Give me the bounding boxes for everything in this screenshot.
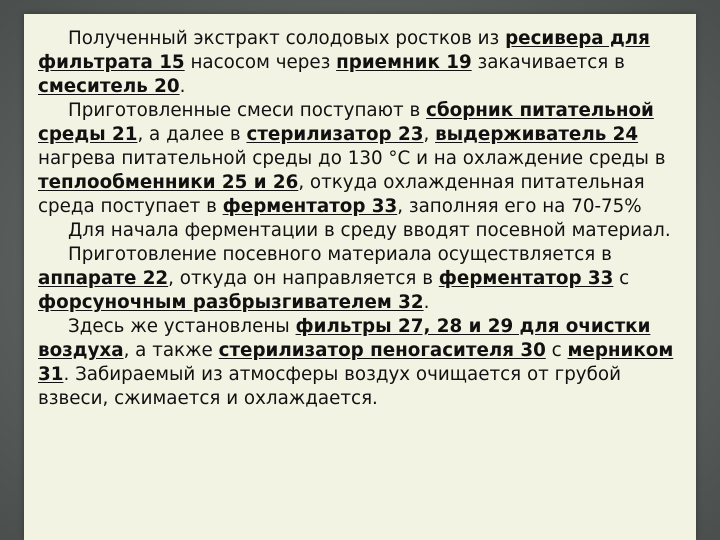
- highlighted-term: аппарате 22: [38, 268, 169, 289]
- text-segment: . Забираемый из атмосферы воздух очищается от грубой взвеси, сжимается и охлаждается.: [38, 364, 621, 409]
- paragraph-4: [38, 243, 682, 315]
- text-segment: .: [423, 292, 430, 313]
- highlighted-term: фильтры 27, 28 и 29 для очистки воздуха: [38, 316, 651, 361]
- highlighted-term: сборник питательной среды 21: [38, 100, 654, 145]
- highlighted-term: выдерживатель 24: [435, 124, 639, 145]
- text-segment: Для начала ферментации в среду вводят посевной материал.: [68, 220, 671, 241]
- text-segment: с: [613, 268, 630, 289]
- text-segment: ,: [423, 124, 436, 145]
- text-segment: Приготовление посевного материала осуществляется в: [68, 244, 612, 265]
- text-segment: , а также: [123, 340, 219, 361]
- text-segment: Приготовленные смеси поступают в: [68, 100, 427, 121]
- text-segment: , а далее в: [137, 124, 247, 145]
- text-segment: закачивается в: [471, 52, 625, 73]
- paragraph-5: [38, 315, 682, 411]
- text-segment: Полученный экстракт солодовых ростков из: [68, 28, 506, 49]
- text-segment: .: [179, 76, 186, 97]
- paragraph-1: [38, 27, 682, 99]
- highlighted-term: ферментатор 33: [438, 268, 614, 289]
- highlighted-term: ферментатор 33: [222, 196, 398, 217]
- highlighted-term: форсуночным разбрызгивателем 32: [38, 292, 424, 313]
- paragraph-2: [38, 99, 682, 219]
- highlighted-term: приемник 19: [336, 52, 472, 73]
- highlighted-term: стерилизатор 23: [246, 124, 424, 145]
- text-segment: насосом через: [184, 52, 337, 73]
- text-segment: , откуда он направляется в: [168, 268, 439, 289]
- text-segment: нагрева питательной среды до 130 °С и на охлаждение среды в: [38, 148, 666, 169]
- highlighted-term: стерилизатор пеногасителя 30: [218, 340, 546, 361]
- highlighted-term: мерником 31: [38, 340, 674, 385]
- text-panel: [24, 14, 696, 540]
- highlighted-term: теплообменники 25 и 26: [38, 172, 299, 193]
- text-segment: Здесь же установлены: [68, 316, 296, 337]
- highlighted-term: смеситель 20: [38, 76, 180, 97]
- paragraph-3: [38, 219, 682, 243]
- text-segment: , откуда охлажденная питательная среда поступает в: [38, 172, 645, 217]
- text-segment: , заполняя его на 70-75%: [397, 196, 642, 217]
- text-segment: с: [545, 340, 568, 361]
- highlighted-term: ресивера для фильтрата 15: [38, 28, 650, 73]
